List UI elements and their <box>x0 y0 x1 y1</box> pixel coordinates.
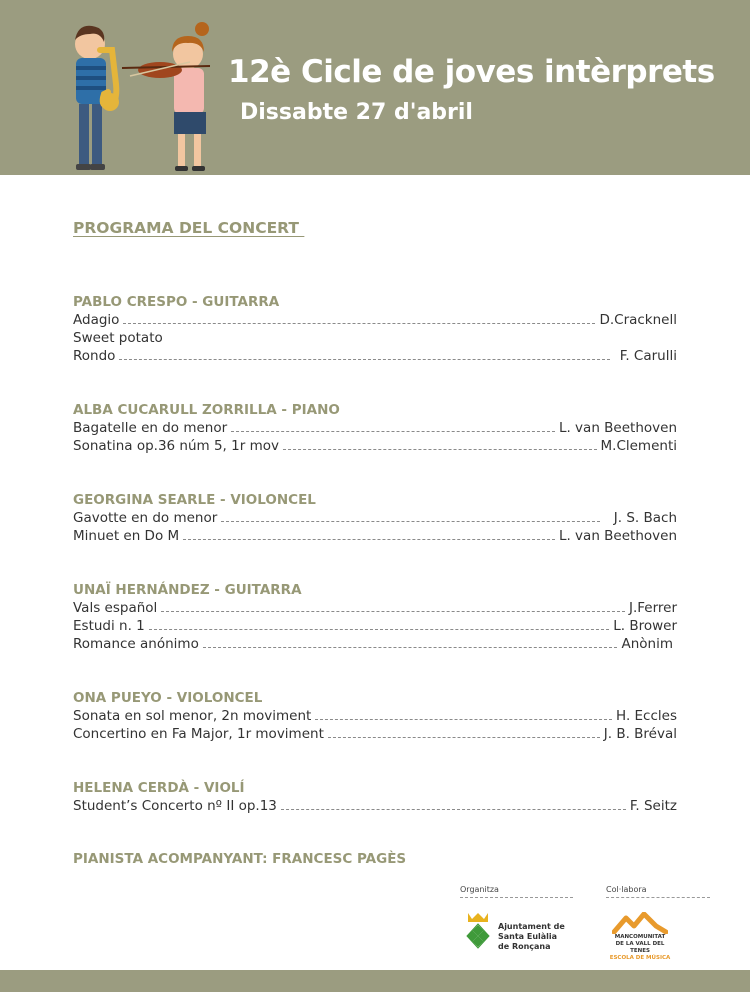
dotted-leader <box>123 312 595 324</box>
composer-name: F. Seitz <box>629 798 677 814</box>
dotted-leader <box>161 600 625 612</box>
logo-text-line: ESCOLA DE MÚSICA <box>609 955 671 961</box>
piece-title: Sweet potato <box>73 330 163 346</box>
dotted-leader <box>281 798 626 810</box>
divider <box>606 897 710 898</box>
piece-row <box>73 509 677 527</box>
composer-name: J. S. Bach <box>613 510 677 526</box>
piece-title: Vals español <box>73 600 158 616</box>
footer-bar <box>0 970 750 992</box>
piece-row <box>73 437 677 455</box>
dotted-leader <box>149 618 609 630</box>
composer-name: L. van Beethoven <box>558 420 677 436</box>
performer-name: UNAÏ HERNÁNDEZ - GUITARRA <box>73 582 302 598</box>
piece-title: Minuet en Do M <box>73 528 180 544</box>
piece-row <box>73 635 677 653</box>
composer-name: J. B. Bréval <box>603 726 677 742</box>
piece-title: Concertino en Fa Major, 1r moviment <box>73 726 324 742</box>
piece-title: Student’s Concerto nº II op.13 <box>73 798 277 814</box>
performer-name: ALBA CUCARULL ZORRILLA - PIANO <box>73 402 340 418</box>
piece-row <box>73 311 677 329</box>
logo-text-line: de Ronçana <box>498 942 551 951</box>
performer-name: GEORGINA SEARLE - VIOLONCEL <box>73 492 316 508</box>
dotted-leader <box>119 348 609 360</box>
piece-row <box>73 725 677 743</box>
piece-row <box>73 419 677 437</box>
organizer-label: Organitza <box>460 885 499 894</box>
piece-row <box>73 797 677 815</box>
composer-name: D.Cracknell <box>599 312 677 328</box>
performer-section <box>73 293 677 365</box>
performer-section <box>73 779 677 815</box>
piece-row <box>73 707 677 725</box>
piece-title: Estudi n. 1 <box>73 618 145 634</box>
dotted-leader <box>221 510 600 522</box>
accompanist-line: PIANISTA ACOMPANYANT: FRANCESC PAGÈS <box>73 851 407 867</box>
piece-title: Rondo <box>73 348 116 364</box>
program-heading: PROGRAMA DEL CONCERT <box>73 219 305 237</box>
piece-title: Bagatelle en do menor <box>73 420 228 436</box>
composer-name: Anònim <box>621 636 673 652</box>
logo-text-line: Ajuntament de <box>498 922 565 931</box>
dotted-leader <box>183 528 555 540</box>
divider <box>460 897 573 898</box>
logo-text-line: DE LA VALL DEL TENES <box>615 941 665 954</box>
ajuntament-crest-logo <box>462 911 494 953</box>
dotted-leader <box>203 636 618 648</box>
performer-name: ONA PUEYO - VIOLONCEL <box>73 690 263 706</box>
piece-title: Romance anónimo <box>73 636 199 652</box>
performer-name: HELENA CERDÀ - VIOLÍ <box>73 780 245 796</box>
performer-section <box>73 689 677 743</box>
dotted-leader <box>315 708 612 720</box>
piece-title: Gavotte en do menor <box>73 510 218 526</box>
piece-title: Adagio <box>73 312 120 328</box>
collaborator-label: Col·labora <box>606 885 647 894</box>
ajuntament-logo-text <box>498 922 565 952</box>
piece-row <box>73 599 677 617</box>
piece-title: Sonatina op.36 núm 5, 1r mov <box>73 438 279 454</box>
composer-name: H. Eccles <box>616 708 677 724</box>
logo-text-line: MANCOMUNITAT <box>614 934 666 940</box>
performer-section <box>73 491 677 545</box>
composer-name: L. van Beethoven <box>558 528 677 544</box>
event-date: Dissabte 27 d'abril <box>240 100 473 125</box>
children-musicians-illustration <box>60 14 235 176</box>
piece-row <box>73 347 677 365</box>
organizer-block <box>460 885 573 898</box>
mancomunitat-logo-text <box>608 934 672 962</box>
dotted-leader <box>231 420 555 432</box>
piece-title: Sonata en sol menor, 2n moviment <box>73 708 312 724</box>
composer-name: L. Brower <box>613 618 677 634</box>
dotted-leader <box>283 438 597 450</box>
composer-name: F. Carulli <box>619 348 677 364</box>
piece-row <box>73 329 677 347</box>
event-title: 12è Cicle de joves intèrprets <box>228 54 715 90</box>
collaborator-block <box>606 885 710 898</box>
performer-section <box>73 581 677 653</box>
mancomunitat-mountain-logo <box>612 912 668 934</box>
composer-name: M.Clementi <box>600 438 677 454</box>
performer-name: PABLO CRESPO - GUITARRA <box>73 294 280 310</box>
composer-name: J.Ferrer <box>628 600 677 616</box>
piece-row <box>73 527 677 545</box>
performer-section <box>73 401 677 455</box>
piece-row <box>73 617 677 635</box>
logo-text-line: Santa Eulàlia <box>498 932 558 941</box>
dotted-leader <box>328 726 600 738</box>
header-banner <box>0 0 750 175</box>
